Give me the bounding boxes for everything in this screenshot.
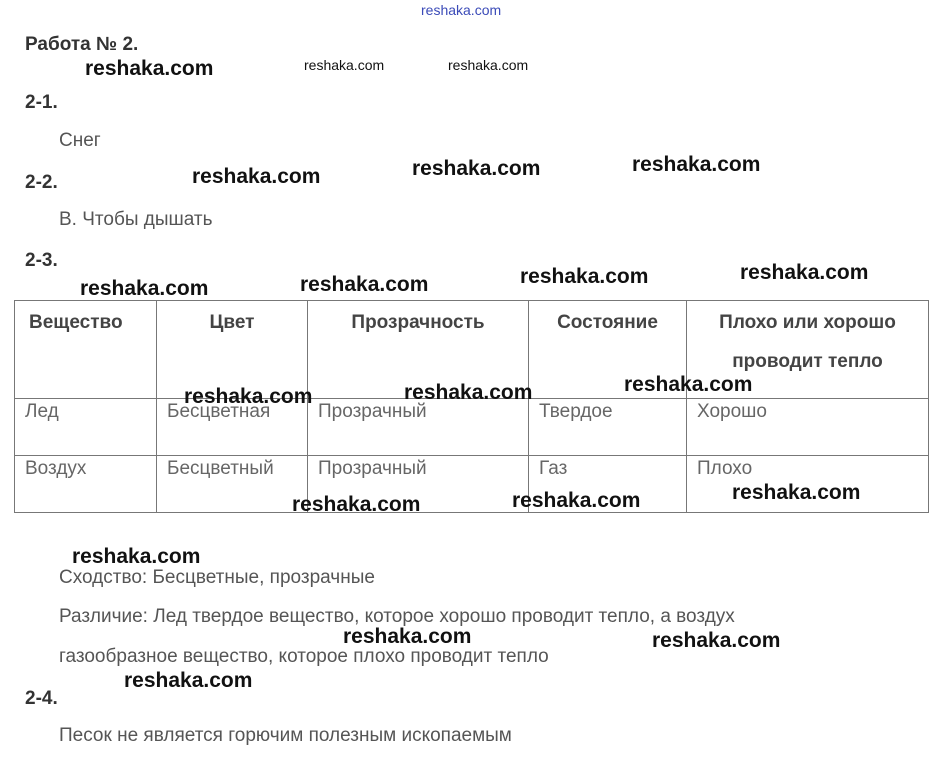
table-row	[15, 399, 929, 456]
watermark: reshaka.com	[652, 629, 781, 652]
watermark: reshaka.com	[80, 277, 209, 300]
watermark: reshaka.com	[448, 57, 529, 73]
watermark: reshaka.com	[304, 57, 385, 73]
difference-text-line-2: газообразное вещество, которое плохо проводит тепло	[59, 646, 549, 667]
watermark: reshaka.com	[124, 669, 253, 692]
similarity-text: Сходство: Бесцветные, прозрачные	[59, 567, 375, 588]
difference-text-line-1: Различие: Лед твердое вещество, которое хорошо проводит тепло, а воздух	[59, 606, 735, 627]
watermark: reshaka.com	[292, 493, 421, 516]
watermark: reshaka.com	[300, 273, 429, 296]
table-header-cell: Состояние	[529, 301, 687, 399]
watermark-top: reshaka.com	[421, 2, 502, 18]
watermark: reshaka.com	[404, 381, 533, 404]
table-header-cell: Прозрачность	[308, 301, 529, 399]
task-answer-2-2: В. Чтобы дышать	[59, 209, 213, 230]
table-cell: Бесцветный	[157, 456, 308, 513]
table-header-cell: Плохо или хорошо проводит тепло	[687, 301, 929, 399]
table-cell: Хорошо	[687, 399, 929, 456]
watermark: reshaka.com	[512, 489, 641, 512]
task-answer-2-4: Песок не является горючим полезным ископаемым	[59, 725, 512, 746]
table-cell: Бесцветная	[157, 399, 308, 456]
table-cell: Твердое	[529, 399, 687, 456]
table-cell: Прозрачный	[308, 456, 529, 513]
task-answer-2-1: Снег	[59, 130, 101, 151]
watermark: reshaka.com	[343, 625, 472, 648]
watermark: reshaka.com	[412, 157, 541, 180]
table-cell: Воздух	[15, 456, 157, 513]
task-number-2-2: 2-2.	[25, 172, 58, 193]
watermark: reshaka.com	[740, 261, 869, 284]
page-title: Работа № 2.	[25, 34, 139, 55]
watermark: reshaka.com	[192, 165, 321, 188]
watermark: reshaka.com	[732, 481, 861, 504]
table-cell: Газ	[529, 456, 687, 513]
watermark: reshaka.com	[520, 265, 649, 288]
table-cell: Прозрачный	[308, 399, 529, 456]
watermark: reshaka.com	[624, 373, 753, 396]
task-number-2-3: 2-3.	[25, 250, 58, 271]
table-cell: Лед	[15, 399, 157, 456]
table-cell: Плохо	[687, 456, 929, 513]
table-header-cell: Цвет	[157, 301, 308, 399]
watermark: reshaka.com	[72, 545, 201, 568]
watermark: reshaka.com	[632, 153, 761, 176]
task-number-2-4: 2-4.	[25, 688, 58, 709]
table-header-cell: Вещество	[15, 301, 157, 399]
task-number-2-1: 2-1.	[25, 92, 58, 113]
watermark: reshaka.com	[184, 385, 313, 408]
watermark: reshaka.com	[85, 57, 214, 80]
